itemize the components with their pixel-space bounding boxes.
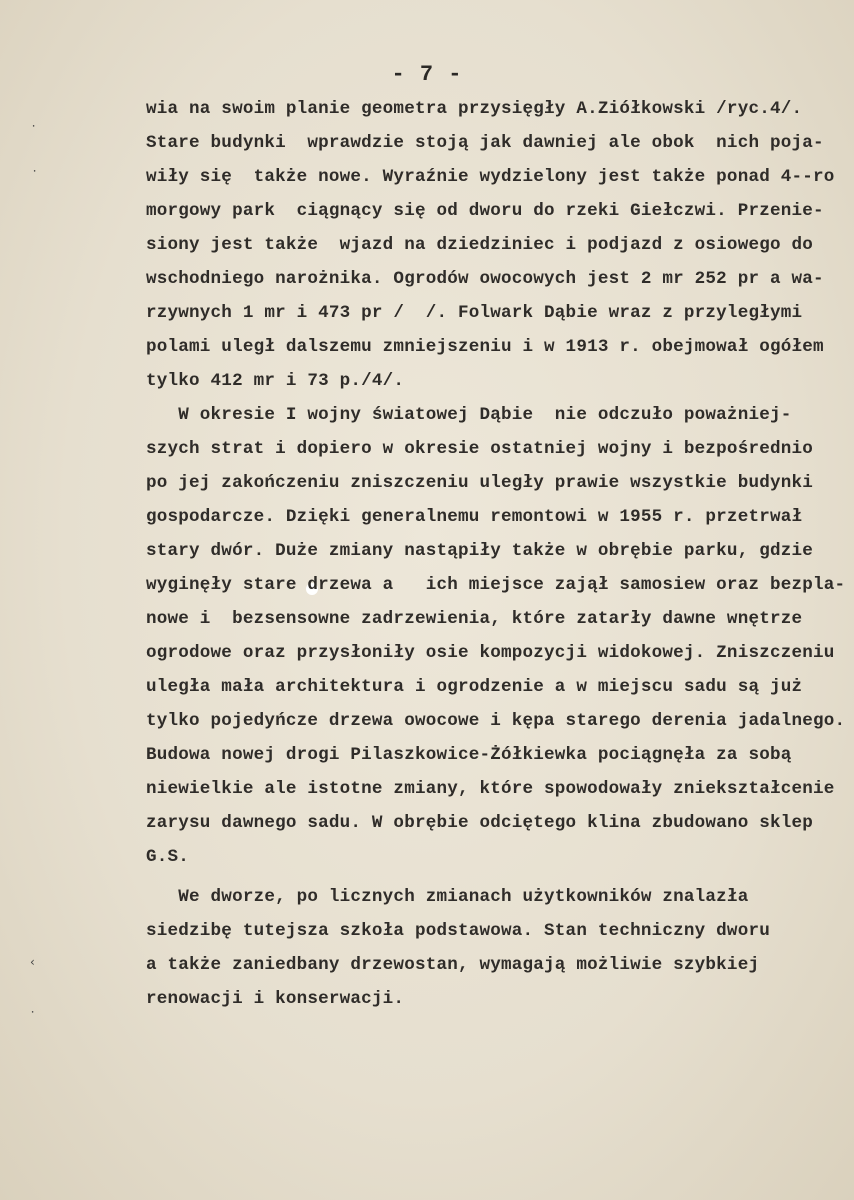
text-line: rzywnych 1 mr i 473 pr / /. Folwark Dąbie wraz z przyległymi bbox=[146, 303, 803, 323]
text-line: nowe i bezsensowne zadrzewienia, które zatarły dawne wnętrze bbox=[146, 609, 803, 629]
page-number: - 7 - bbox=[391, 62, 463, 87]
margin-mark: ⸱ bbox=[33, 164, 37, 178]
margin-mark: ⸱ bbox=[32, 119, 36, 133]
text-line: G.S. bbox=[146, 847, 190, 867]
text-line: Budowa nowej drogi Pilaszkowice-Żółkiewka pociągnęła za sobą bbox=[146, 745, 792, 765]
text-line: polami uległ dalszemu zmniejszeniu i w 1913 r. obejmował ogółem bbox=[146, 337, 824, 357]
text-line: wiły się także nowe. Wyraźnie wydzielony jest także ponad 4--ro bbox=[146, 167, 835, 187]
text-line: a także zaniedbany drzewostan, wymagają możliwie szybkiej bbox=[146, 955, 760, 975]
text-line: zarysu dawnego sadu. W obrębie odciętego klina zbudowano sklep bbox=[146, 813, 813, 833]
text-line: wia na swoim planie geometra przysięgły A.Ziółkowski /ryc.4/. bbox=[146, 99, 803, 119]
text-line: siedzibę tutejsza szkoła podstawowa. Stan techniczny dworu bbox=[146, 921, 770, 941]
text-line: szych strat i dopiero w okresie ostatniej wojny i bezpośrednio bbox=[146, 439, 813, 459]
text-line: wyginęły stare drzewa a ich miejsce zajął samosiew oraz bezpla- bbox=[146, 575, 846, 595]
text-line: siony jest także wjazd na dziedziniec i podjazd z osiowego do bbox=[146, 235, 813, 255]
text-line: ogrodowe oraz przysłoniły osie kompozycji widokowej. Zniszczeniu bbox=[146, 643, 835, 663]
margin-mark: ⸱ bbox=[31, 1005, 35, 1019]
text-line: uległa mała architektura i ogrodzenie a w miejscu sadu są już bbox=[146, 677, 803, 697]
margin-mark: ‹ bbox=[30, 955, 35, 969]
text-line: po jej zakończeniu zniszczeniu uległy prawie wszystkie budynki bbox=[146, 473, 813, 493]
text-line: We dworze, po licznych zmianach użytkowników znalazła bbox=[146, 887, 749, 907]
text-line: Stare budynki wprawdzie stoją jak dawniej ale obok nich poja- bbox=[146, 133, 824, 153]
text-line: W okresie I wojny światowej Dąbie nie odczuło poważniej- bbox=[146, 405, 792, 425]
text-line: tylko pojedyńcze drzewa owocowe i kępa starego derenia jadalnego. bbox=[146, 711, 846, 731]
text-line: wschodniego narożnika. Ogrodów owocowych jest 2 mr 252 pr a wa- bbox=[146, 269, 824, 289]
text-line: stary dwór. Duże zmiany nastąpiły także w obrębie parku, gdzie bbox=[146, 541, 813, 561]
text-line: renowacji i konserwacji. bbox=[146, 989, 405, 1009]
document-body bbox=[146, 92, 846, 1016]
text-line: gospodarcze. Dzięki generalnemu remontowi w 1955 r. przetrwał bbox=[146, 507, 803, 527]
text-line: morgowy park ciągnący się od dworu do rzeki Giełczwi. Przenie- bbox=[146, 201, 824, 221]
text-line: tylko 412 mr i 73 p./4/. bbox=[146, 371, 405, 391]
text-line: niewielkie ale istotne zmiany, które spowodowały zniekształcenie bbox=[146, 779, 835, 799]
